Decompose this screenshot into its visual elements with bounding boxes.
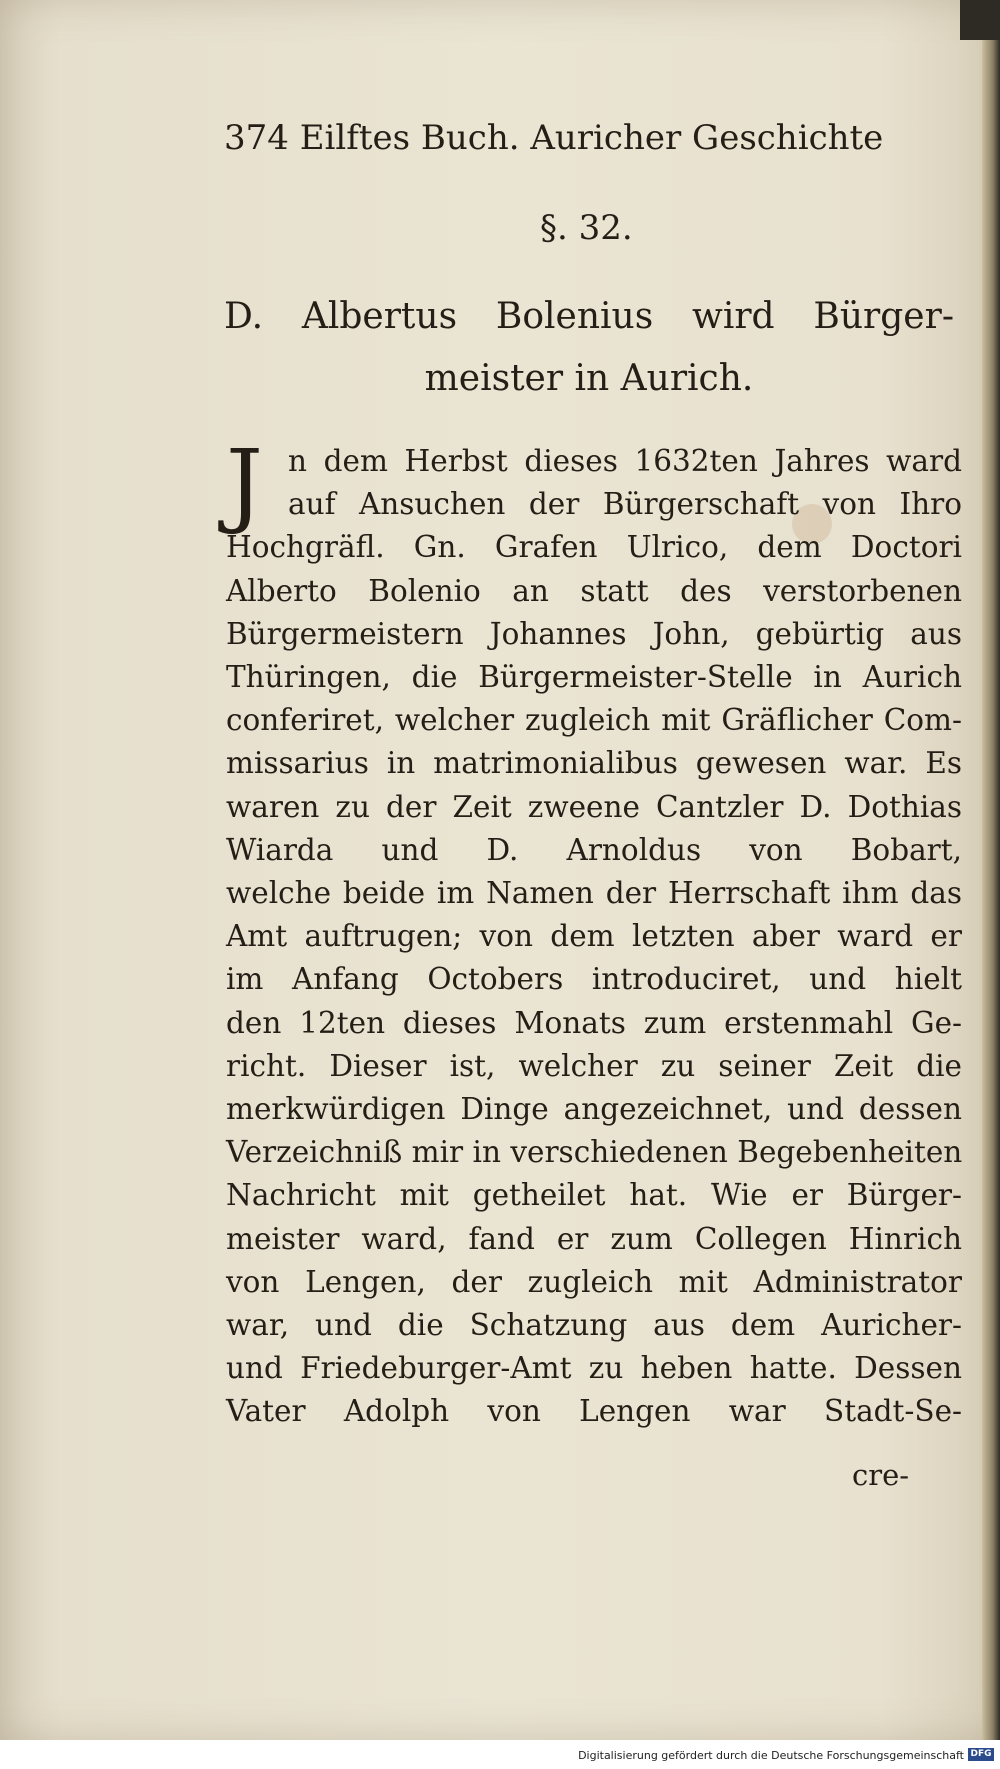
- text-line: conferiret, welcher zugleich mit Gräflicher Com-: [226, 703, 962, 738]
- text-line: Amt auftrugen; von dem letzten aber ward er: [226, 919, 962, 954]
- heading-line-1: D. Albertus Bolenius wird Bürger-: [224, 296, 954, 337]
- text-line: meister ward, fand er zum Collegen Hinrich: [226, 1221, 962, 1256]
- digitization-credit: Digitalisierung gefördert durch die Deutsche Forschungsgemeinschaft: [578, 1749, 964, 1762]
- text-line: Nachricht mit getheilet hat. Wie er Bürger-: [226, 1178, 962, 1213]
- text-line: von Lengen, der zugleich mit Administrator: [226, 1264, 962, 1299]
- text-line: Vater Adolph von Lengen war Stadt-Se-: [226, 1394, 962, 1429]
- text-line: Verzeichniß mir in verschiedenen Begebenheiten: [226, 1135, 963, 1170]
- text-line: missarius in matrimonialibus gewesen war. Es: [226, 746, 962, 781]
- catchword: cre-: [852, 1458, 910, 1492]
- text-line: Thüringen, die Bürgermeister-Stelle in Aurich: [226, 660, 962, 695]
- text-line: war, und die Schatzung aus dem Auricher-: [226, 1308, 962, 1343]
- scan-corner: [960, 0, 1000, 40]
- section-heading: [224, 286, 954, 410]
- text-line: Alberto Bolenio an statt des verstorbenen: [226, 573, 962, 608]
- body-text: [226, 430, 963, 1434]
- text-line: Wiarda und D. Arnoldus von Bobart,: [226, 832, 962, 867]
- text-line: Hochgräfl. Gn. Grafen Ulrico, dem Doctori: [226, 530, 962, 565]
- text-line: Bürgermeistern Johannes John, gebürtig aus: [226, 616, 962, 651]
- text-line: richt. Dieser ist, welcher zu seiner Zeit die: [226, 1048, 962, 1083]
- running-head: 374 Eilftes Buch. Auricher Geschichte: [224, 118, 884, 158]
- section-number: §. 32.: [540, 208, 633, 248]
- text-line: n dem Herbst dieses 1632ten Jahres ward: [288, 444, 962, 478]
- text-line: auf Ansuchen der Bürgerschaft von Ihro: [288, 487, 962, 522]
- page-edge: [982, 0, 1000, 1740]
- drop-cap: J: [226, 430, 263, 537]
- text-line: und Friedeburger-Amt zu heben hatte. Dessen: [226, 1351, 962, 1386]
- text-line: den 12ten dieses Monats zum erstenmahl Ge-: [226, 1005, 962, 1040]
- text-line: merkwürdigen Dinge angezeichnet, und dessen: [226, 1092, 962, 1127]
- text-line: waren zu der Zeit zweene Cantzler D. Dothias: [226, 789, 962, 824]
- heading-line-2: meister in Aurich.: [424, 358, 754, 399]
- text-line: welche beide im Namen der Herrschaft ihm das: [226, 876, 962, 911]
- text-line: im Anfang Octobers introduciret, und hielt: [226, 962, 962, 997]
- dfg-logo: DFG: [968, 1748, 994, 1761]
